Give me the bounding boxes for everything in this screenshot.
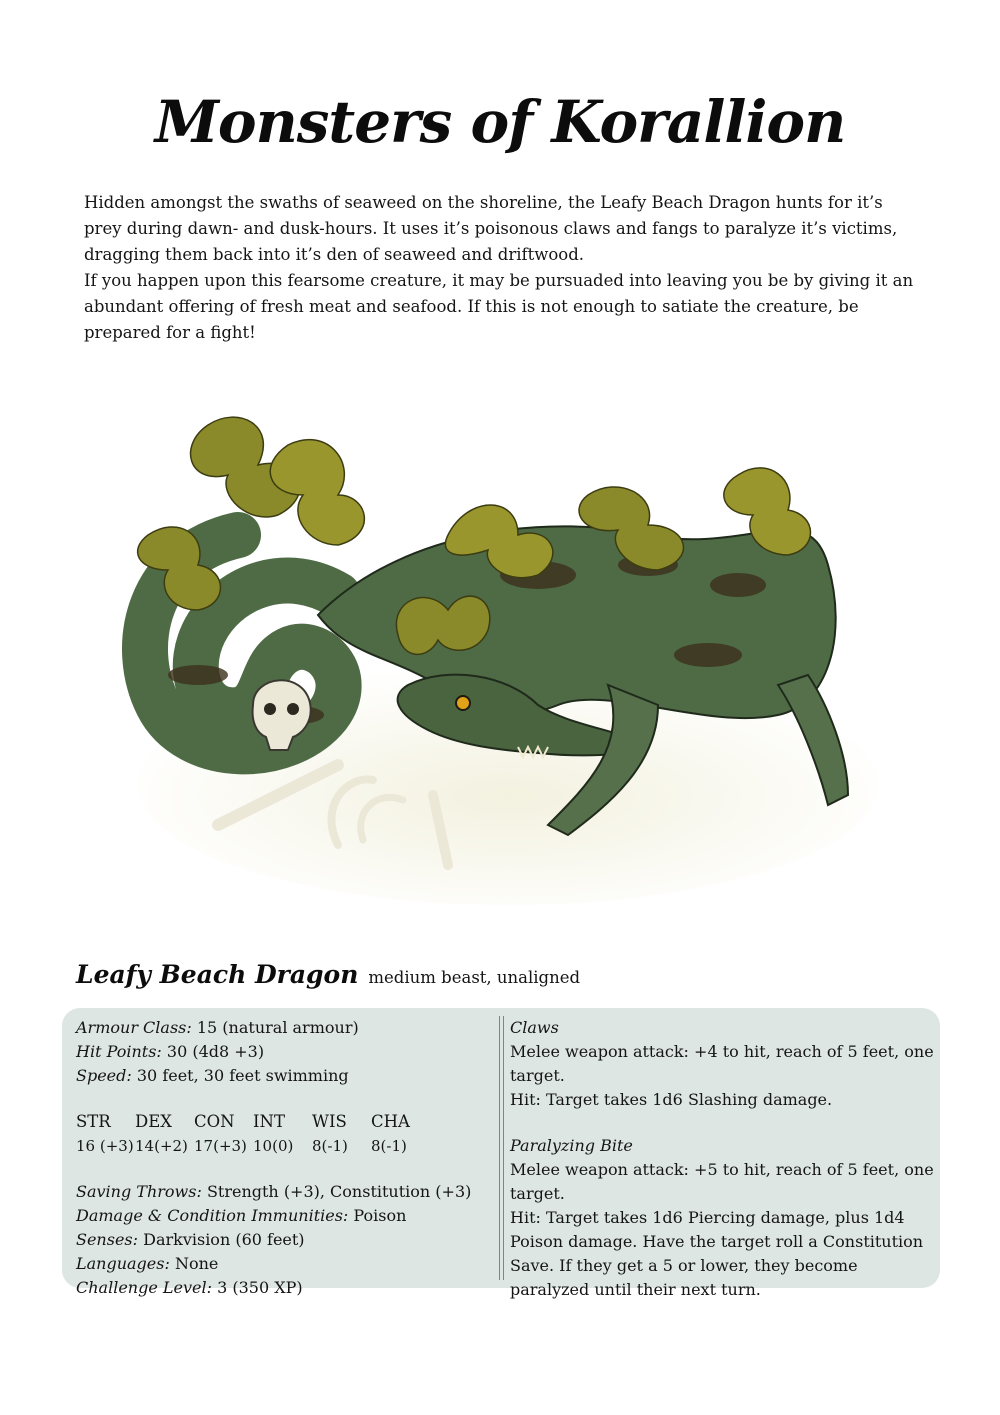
attack-claws-line: Hit: Target takes 1d6 Slashing damage. (510, 1090, 833, 1109)
creature-name: Leafy Beach Dragon (76, 960, 359, 989)
skull-eye-socket (287, 703, 299, 715)
dragon-eye (456, 696, 470, 710)
attack-bite-line: target. (510, 1184, 565, 1203)
ability-scores (76, 1110, 496, 1158)
stat-hit-points: Hit Points: 30 (4d8 +3) (76, 1042, 265, 1061)
intro-text (84, 190, 914, 346)
stat-saving-throws: Saving Throws: Strength (+3), Constitution (+3) (76, 1182, 472, 1201)
body-spot (674, 643, 742, 667)
stat-block-left-column (76, 1016, 496, 1300)
stat-block-right-column (510, 1016, 934, 1302)
attack-bite-name: Paralyzing Bite (510, 1136, 633, 1155)
ability-wis: WIS 8(-1) (312, 1112, 348, 1155)
leafy-beach-dragon-illustration (88, 385, 913, 920)
ability-cha: CHA 8(-1) (371, 1112, 410, 1155)
attack-claws-line: Melee weapon attack: +4 to hit, reach of 5 feet, one (510, 1042, 934, 1061)
column-divider (499, 1016, 504, 1280)
ability-int: INT 10(0) (253, 1112, 294, 1155)
body-spot (168, 665, 228, 685)
ability-dex: DEX 14(+2) (135, 1112, 188, 1155)
stat-challenge-level: Challenge Level: 3 (350 XP) (76, 1278, 303, 1297)
attack-bite-line: Poison damage. Have the target roll a Constitution (510, 1232, 924, 1251)
stat-speed: Speed: 30 feet, 30 feet swimming (76, 1066, 349, 1085)
page-title: Monsters of Korallion (154, 88, 846, 156)
attack-bite-line: Save. If they get a 5 or lower, they become (510, 1256, 858, 1275)
attack-bite-line: paralyzed until their next turn. (510, 1280, 761, 1299)
attack-bite-line: Melee weapon attack: +5 to hit, reach of 5 feet, one (510, 1160, 934, 1179)
skull-eye-socket (264, 703, 276, 715)
stat-immunities: Damage & Condition Immunities: Poison (76, 1206, 407, 1225)
attack-claws-line: target. (510, 1066, 565, 1085)
attack-bite-line: Hit: Target takes 1d6 Piercing damage, plus 1d4 (510, 1208, 905, 1227)
body-spot (710, 573, 766, 597)
ability-con: CON 17(+3) (194, 1112, 247, 1155)
attack-claws-name: Claws (510, 1018, 559, 1037)
creature-type: medium beast, unaligned (368, 968, 581, 987)
intro-paragraph-2: If you happen upon this fearsome creature, it may be pursuaded into leaving you be by giving it an abundant offering of fresh meat and seafood. If this is not enough to satiate the creature, be prepared for a fight! (84, 271, 914, 342)
stat-languages: Languages: None (76, 1254, 219, 1273)
stat-senses: Senses: Darkvision (60 feet) (76, 1230, 305, 1249)
stat-block (62, 1008, 940, 1299)
seaweed-leaf (396, 596, 489, 654)
ability-str: STR 16 (+3) (76, 1112, 134, 1155)
creature-header (76, 960, 936, 989)
intro-paragraph-1: Hidden amongst the swaths of seaweed on the shoreline, the Leafy Beach Dragon hunts for it’s prey during dawn- and dusk-hours. It uses it’s poisonous claws and fangs to paralyze it’s victims, dragging them back into it’s den of seaweed and driftwood. (84, 193, 898, 264)
stat-armour-class: Armour Class: 15 (natural armour) (76, 1018, 359, 1037)
